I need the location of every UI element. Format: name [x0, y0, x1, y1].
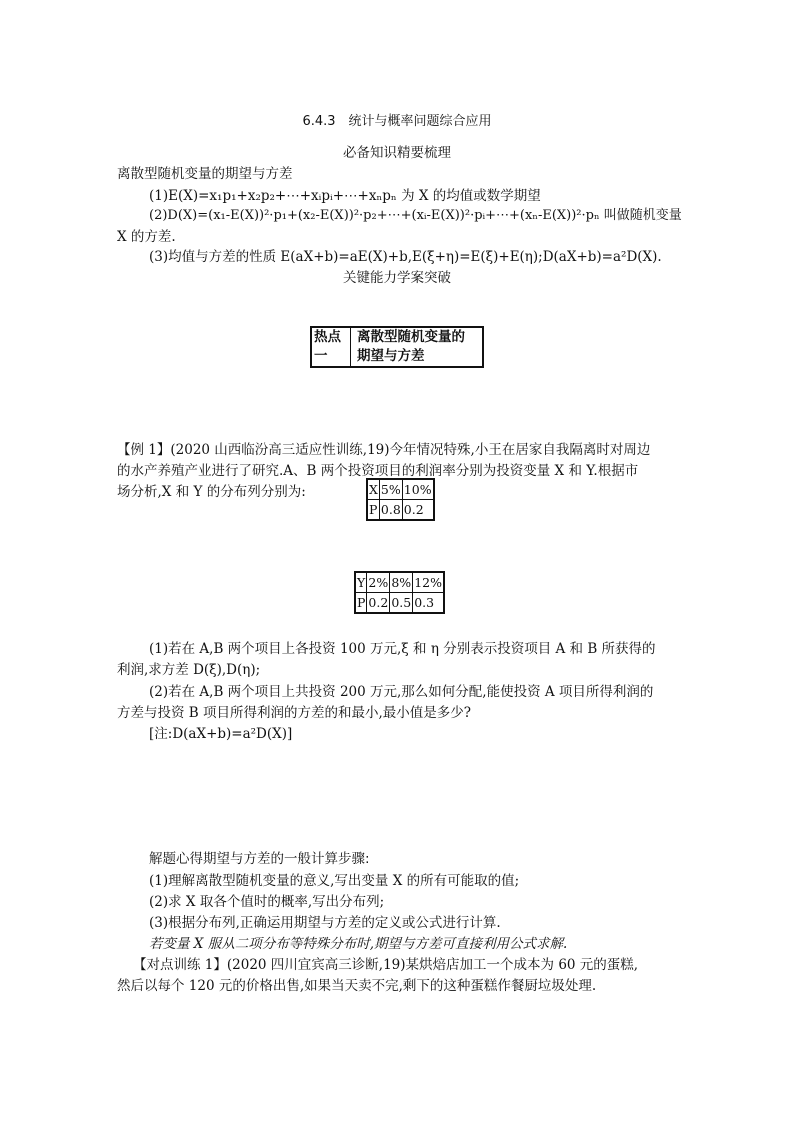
table-cell: 0.5 [390, 593, 413, 614]
table-cell: P [367, 500, 379, 521]
table-cell: 0.2 [367, 593, 390, 614]
table-cell: 5% [379, 479, 402, 500]
tips-step-2: (2)求 X 取各个值时的概率,写出分布列; [149, 894, 385, 910]
hotspot-box [310, 326, 484, 368]
table-cell: 0.3 [413, 593, 444, 614]
section-heading-abilities: 关键能力学案突破 [343, 270, 451, 286]
table-cell: X [367, 479, 379, 500]
question-2-line-1: (2)若在 A,B 两个项目上共投资 200 万元,那么如何分配,能使投资 A 项目所得利润的 [149, 684, 654, 700]
table-cell: Y [355, 572, 367, 593]
example-line-2: 的水产养殖产业进行了研究.A、B 两个投资项目的利润率分别为投资变量 X 和 Y.根据市 [117, 463, 639, 479]
section-heading-knowledge: 必备知识精要梳理 [343, 145, 451, 161]
tips-step-3: (3)根据分布列,正确运用期望与方差的定义或公式进行计算. [149, 915, 501, 931]
table-row [355, 572, 444, 593]
table-cell: 10% [402, 479, 433, 500]
tips-heading: 解题心得期望与方差的一般计算步骤: [149, 851, 370, 867]
knowledge-item-3: (3)均值与方差的性质 E(aX+b)=aE(X)+b,E(ξ+η)=E(ξ)+E(η);D(aX+b)=a²D(X). [149, 249, 662, 265]
hotspot-key [311, 327, 351, 367]
table-cell: 0.2 [402, 500, 433, 521]
hotspot-title-line-1: 离散型随机变量的 [357, 329, 465, 345]
question-1-line-2: 利润,求方差 D(ξ),D(η); [117, 662, 261, 678]
table-row [367, 479, 434, 500]
hotspot-key-line-2: 一 [314, 348, 328, 364]
knowledge-item-2-line-2: X 的方差. [117, 229, 176, 245]
page-title: 6.4.3 统计与概率问题综合应用 [302, 114, 492, 129]
table-row [355, 593, 444, 614]
training-line-1: 【对点训练 1】(2020 四川宜宾高三诊断,19)某烘焙店加工一个成本为 60 元的蛋糕, [133, 957, 639, 973]
distribution-table-y [354, 571, 445, 614]
hotspot-title [351, 327, 484, 367]
table-cell: 8% [390, 572, 413, 593]
hotspot-key-line-1: 热点 [314, 329, 341, 345]
example-line-1: 【例 1】(2020 山西临汾高三适应性训练,19)今年情况特殊,小王在居家自我隔离时对周边 [117, 442, 651, 458]
table-cell: P [355, 593, 367, 614]
knowledge-item-2-line-1: (2)D(X)=(x₁-E(X))²·p₁+(x₂-E(X))²·p₂+⋯+(xᵢ-E(X))²·pᵢ+⋯+(xₙ-E(X))²·pₙ 叫做随机变量 [149, 208, 682, 223]
table-cell: 12% [413, 572, 444, 593]
training-line-2: 然后以每个 120 元的价格出售,如果当天卖不完,剩下的这种蛋糕作餐厨垃圾处理. [117, 978, 597, 994]
question-note: [注:D(aX+b)=a²D(X)] [149, 726, 293, 742]
example-line-3: 场分析,X 和 Y 的分布列分别为: [117, 484, 306, 500]
table-row [367, 500, 434, 521]
knowledge-heading: 离散型随机变量的期望与方差 [117, 166, 293, 182]
tips-step-1: (1)理解离散型随机变量的意义,写出变量 X 的所有可能取的值; [149, 873, 520, 889]
question-2-line-2: 方差与投资 B 项目所得利润的方差的和最小,最小值是多少? [117, 705, 472, 721]
table-cell: 0.8 [379, 500, 402, 521]
question-1-line-1: (1)若在 A,B 两个项目上各投资 100 万元,ξ 和 η 分别表示投资项目 A 和 B 所获得的 [149, 641, 656, 657]
hotspot-title-line-2: 期望与方差 [357, 348, 425, 364]
knowledge-item-1: (1)E(X)=x₁p₁+x₂p₂+⋯+xᵢpᵢ+⋯+xₙpₙ 为 X 的均值或数学期望 [149, 188, 541, 204]
distribution-table-x [366, 478, 435, 521]
tips-note: 若变量 X 服从二项分布等特殊分布时,期望与方差可直接利用公式求解. [149, 936, 568, 952]
table-cell: 2% [367, 572, 390, 593]
